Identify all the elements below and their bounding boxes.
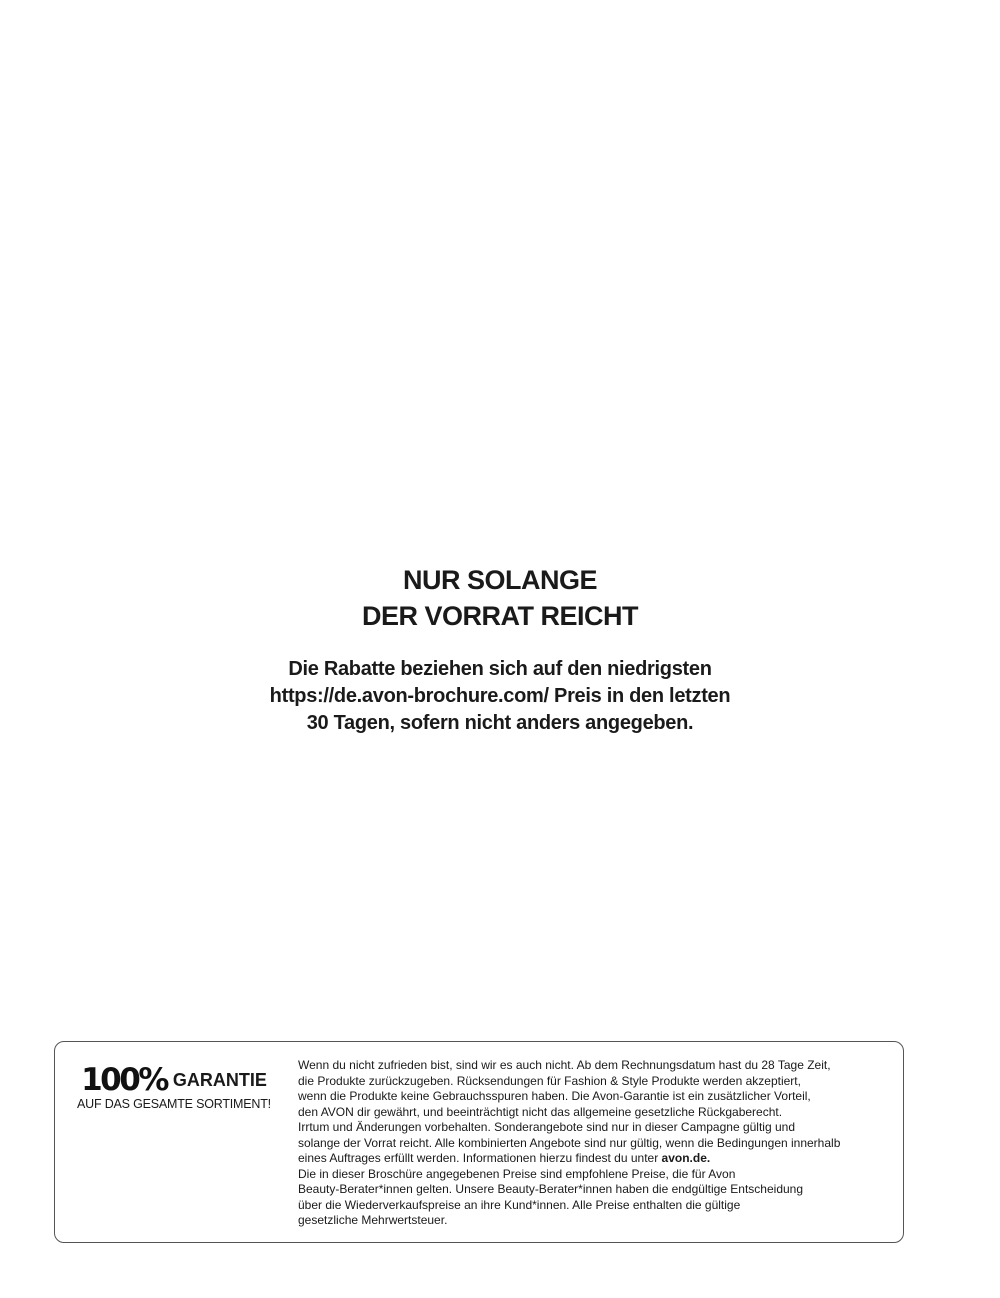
terms-line: gesetzliche Mehrwertsteuer.	[298, 1213, 448, 1227]
headline-line-1: NUR SOLANGE	[402, 565, 597, 595]
discount-notice-line-1: Die Rabatte beziehen sich auf den niedrigsten	[288, 658, 712, 680]
terms-line: wenn die Produkte keine Gebrauchsspuren haben. Die Avon-Garantie ist ein zusätzlicher Vorteil,	[298, 1089, 811, 1103]
headline-line-2: DER VORRAT REICHT	[361, 601, 638, 631]
guarantee-word: GARANTIE	[172, 1070, 267, 1090]
avon-website-link[interactable]: avon.de.	[661, 1151, 711, 1165]
guarantee-percent: 100%	[81, 1062, 167, 1098]
terms-line: über die Wiederverkaufspreise an ihre Kund*innen. Alle Preise enthalten die gültige	[298, 1197, 741, 1212]
terms-line: Beauty-Berater*innen gelten. Unsere Beauty-Berater*innen haben die endgültige Entscheidung	[298, 1182, 804, 1196]
terms-line: Irrtum und Änderungen vorbehalten. Sonderangebote sind nur in dieser Campagne gültig und	[298, 1120, 796, 1134]
terms-line: Wenn du nicht zufrieden bist, sind wir es auch nicht. Ab dem Rechnungsdatum hast du 28 Tage Zeit,	[298, 1058, 831, 1072]
terms-line: solange der Vorrat reicht. Alle kombinierten Angebote sind nur gültig, wenn die Bedingungen innerhalb	[298, 1135, 841, 1150]
guarantee-subline: AUF DAS GESAMTE SORTIMENT!	[77, 1097, 271, 1112]
terms-line: Die in dieser Broschüre angegebenen Preise sind empfohlene Preise, die für Avon	[298, 1166, 736, 1181]
guarantee-badge-title	[63, 1064, 285, 1096]
headline	[0, 562, 1000, 634]
discount-notice	[0, 656, 1000, 737]
terms-line-with-link	[298, 1151, 898, 1167]
terms-line: den AVON dir gewährt, und beeinträchtigt nicht das allgemeine gesetzliche Rückgaberecht.	[298, 1104, 783, 1119]
terms-line-text: eines Auftrages erfüllt werden. Informationen hierzu findest du unter	[298, 1151, 662, 1165]
guarantee-box	[54, 1041, 904, 1243]
guarantee-terms	[298, 1058, 898, 1229]
terms-line: die Produkte zurückzugeben. Rücksendungen für Fashion & Style Produkte werden akzeptiert,	[298, 1073, 801, 1088]
guarantee-badge	[63, 1064, 285, 1112]
discount-notice-line-3: 30 Tagen, sofern nicht anders angegeben.	[306, 712, 694, 734]
discount-notice-line-2: https://de.avon-brochure.com/ Preis in den letzten	[269, 685, 731, 707]
